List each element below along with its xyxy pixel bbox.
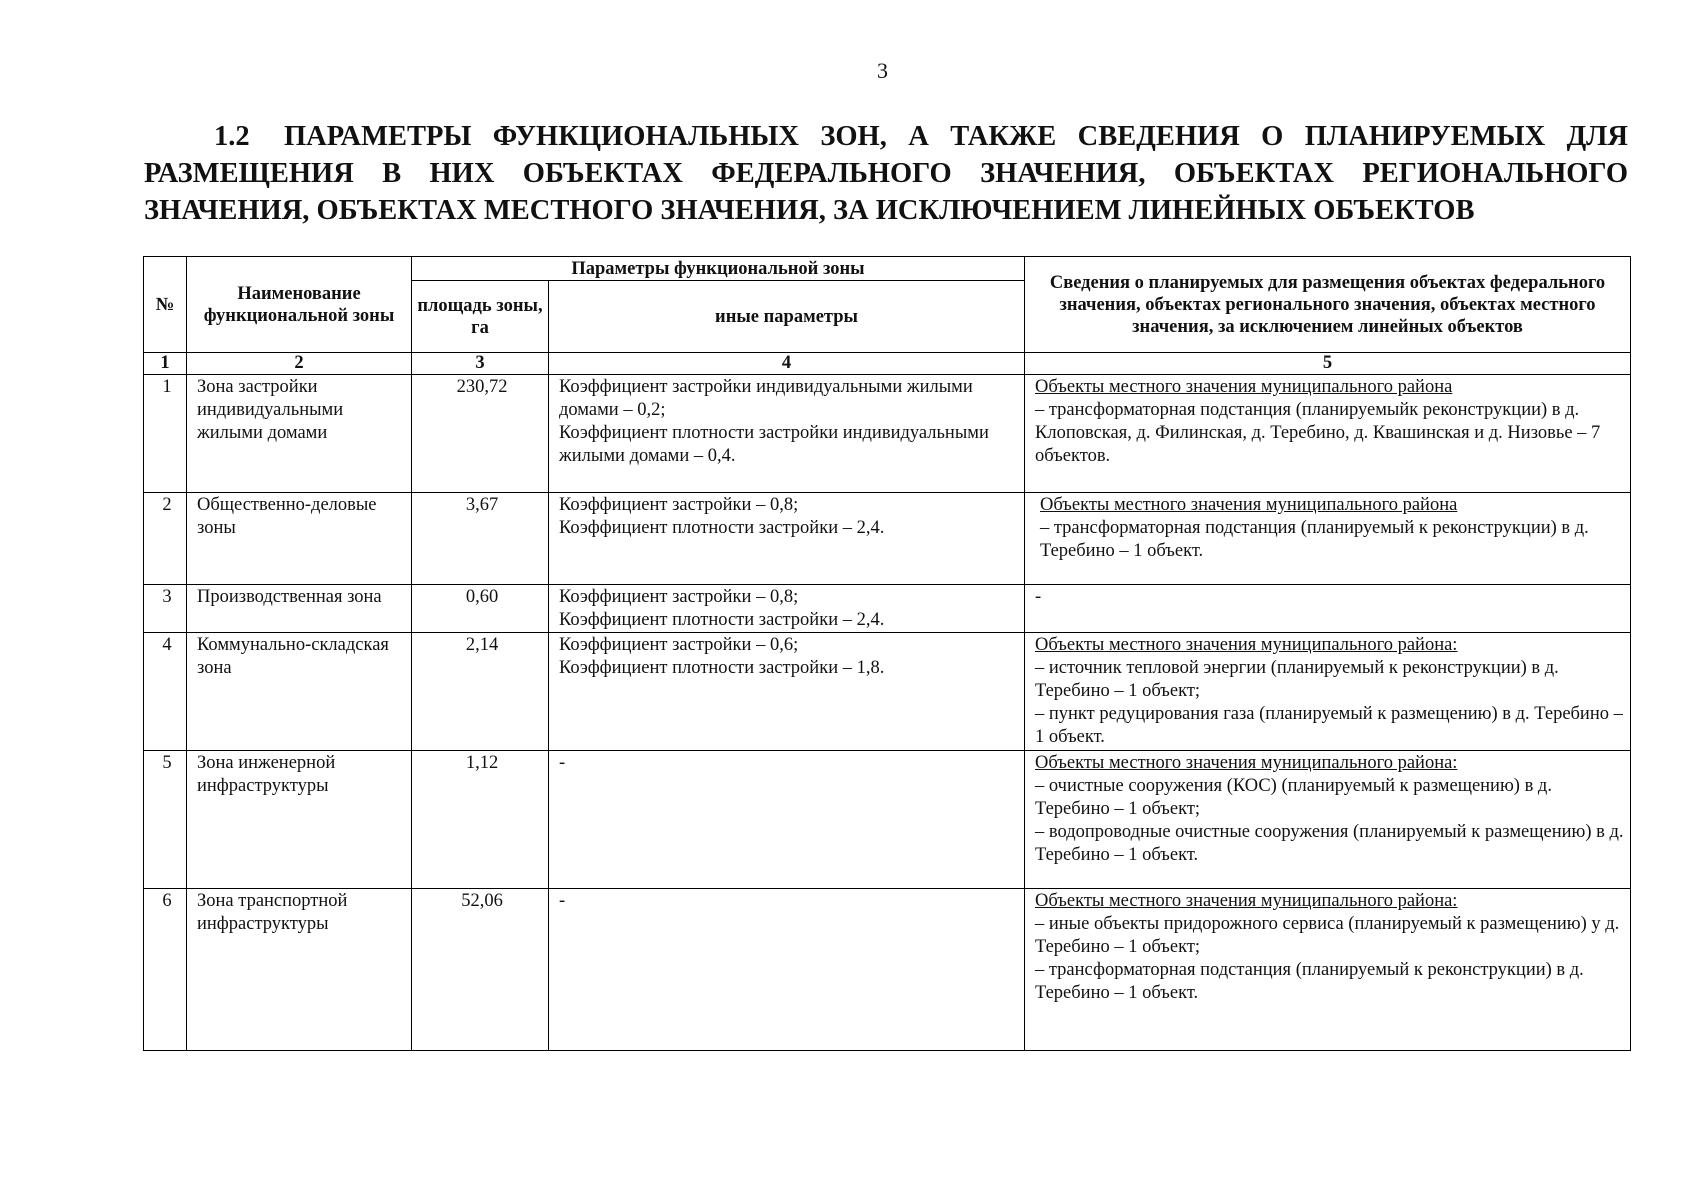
header-other-params: иные параметры — [549, 281, 1025, 353]
zone-area: 0,60 — [412, 585, 549, 633]
param-line: Коэффициент застройки – 0,8; — [559, 495, 799, 515]
zone-name: Общественно-деловые зоны — [187, 493, 412, 585]
header-num: № — [144, 257, 187, 353]
row-num: 2 — [144, 493, 187, 585]
table-row — [144, 585, 1631, 633]
table-row — [144, 493, 1631, 585]
zone-objects — [1025, 633, 1631, 751]
column-number: 4 — [549, 353, 1025, 375]
object-line: - — [1035, 587, 1042, 607]
zone-name: Коммунально-складская зона — [187, 633, 412, 751]
zone-objects — [1025, 493, 1631, 585]
objects-title: Объекты местного значения муниципального района — [1035, 377, 1453, 397]
object-line: – очистные сооружения (КОС) (планируемый к размещению) в д. Теребино – 1 объект; — [1035, 776, 1552, 819]
zone-objects — [1025, 751, 1631, 889]
table-row — [144, 633, 1631, 751]
object-line: – водопроводные очистные сооружения (планируемый к размещению) в д. Теребино – 1 объект. — [1035, 822, 1624, 865]
zone-params — [549, 633, 1025, 751]
zone-name: Зона инженерной инфраструктуры — [187, 751, 412, 889]
param-line: Коэффициент застройки – 0,8; — [559, 587, 799, 607]
row-num: 1 — [144, 375, 187, 493]
zone-objects — [1025, 375, 1631, 493]
zone-objects — [1025, 889, 1631, 1051]
zone-name: Производственная зона — [187, 585, 412, 633]
column-number: 1 — [144, 353, 187, 375]
zone-area: 3,67 — [412, 493, 549, 585]
param-line: Коэффициент плотности застройки индивидуальными жилыми домами – 0,4. — [559, 423, 989, 466]
param-line: - — [559, 753, 566, 773]
table-row — [144, 375, 1631, 493]
column-numbers-row — [144, 353, 1631, 375]
objects-title: Объекты местного значения муниципального района — [1040, 495, 1458, 515]
zone-name: Зона застройки индивидуальными жилыми домами — [187, 375, 412, 493]
zone-name: Зона транспортной инфраструктуры — [187, 889, 412, 1051]
zone-area: 230,72 — [412, 375, 549, 493]
column-number: 5 — [1025, 353, 1631, 375]
column-number: 3 — [412, 353, 549, 375]
column-number: 2 — [187, 353, 412, 375]
section-number: 1.2 — [214, 121, 250, 152]
header-objects: Сведения о планируемых для размещения объектах федерального значения, объектах регионального значения, объектах местного значения, за исключением линейных объектов — [1025, 257, 1631, 353]
row-num: 6 — [144, 889, 187, 1051]
objects-title: Объекты местного значения муниципального района: — [1035, 753, 1458, 773]
objects-title: Объекты местного значения муниципального района: — [1035, 635, 1458, 655]
zone-area: 52,06 — [412, 889, 549, 1051]
table-row — [144, 751, 1631, 889]
param-line: - — [559, 891, 566, 911]
zone-area: 1,12 — [412, 751, 549, 889]
page-number: 3 — [877, 58, 888, 83]
object-line: – трансформаторная подстанция (планируемый к реконструкции) в д. Теребино – 1 объект. — [1040, 518, 1589, 561]
object-line: – пункт редуцирования газа (планируемый к размещению) в д. Теребино – 1 объект. — [1035, 704, 1623, 747]
header-zone-name: Наименование функциональной зоны — [187, 257, 412, 353]
header-area: площадь зоны, га — [412, 281, 549, 353]
object-line: – трансформаторная подстанция (планируемый к реконструкции) в д. Теребино – 1 объект. — [1035, 960, 1584, 1003]
object-line: – иные объекты придорожного сервиса (планируемый к размещению) у д. Теребино – 1 объект; — [1035, 914, 1620, 957]
zone-params — [549, 493, 1025, 585]
section-heading — [144, 118, 1628, 229]
row-num: 5 — [144, 751, 187, 889]
zone-area: 2,14 — [412, 633, 549, 751]
header-params-group: Параметры функциональной зоны — [412, 257, 1025, 281]
section-title: ПАРАМЕТРЫ ФУНКЦИОНАЛЬНЫХ ЗОН, А ТАКЖЕ СВЕДЕНИЯ О ПЛАНИРУЕМЫХ ДЛЯ РАЗМЕЩЕНИЯ В НИХ ОБЪЕКТАХ ФЕДЕРАЛЬНОГО ЗНАЧЕНИЯ, ОБЪЕКТАХ РЕГИОНАЛЬНОГО ЗНАЧЕНИЯ, ОБЪЕКТАХ МЕСТНОГО ЗНАЧЕНИЯ, ЗА ИСКЛЮЧЕНИЕМ ЛИНЕЙНЫХ ОБЪЕКТОВ — [144, 121, 1628, 226]
object-line: – источник тепловой энергии (планируемый к реконструкции) в д. Теребино – 1 объект; — [1035, 658, 1559, 701]
zone-params — [549, 585, 1025, 633]
zone-params — [549, 889, 1025, 1051]
zone-params — [549, 751, 1025, 889]
param-line: Коэффициент застройки индивидуальными жилыми домами – 0,2; — [559, 377, 973, 420]
zone-params — [549, 375, 1025, 493]
param-line: Коэффициент плотности застройки – 2,4. — [559, 610, 885, 630]
param-line: Коэффициент плотности застройки – 2,4. — [559, 518, 885, 538]
table-row — [144, 889, 1631, 1051]
objects-title: Объекты местного значения муниципального района: — [1035, 891, 1458, 911]
row-num: 4 — [144, 633, 187, 751]
object-line: – трансформаторная подстанция (планируемыйк реконструкции) в д. Клоповская, д. Филинская, д. Теребино, д. Квашинская и д. Низовье – 7 объектов. — [1035, 400, 1601, 466]
zone-objects — [1025, 585, 1631, 633]
param-line: Коэффициент плотности застройки – 1,8. — [559, 658, 885, 678]
zones-table — [143, 256, 1631, 1051]
row-num: 3 — [144, 585, 187, 633]
param-line: Коэффициент застройки – 0,6; — [559, 635, 799, 655]
